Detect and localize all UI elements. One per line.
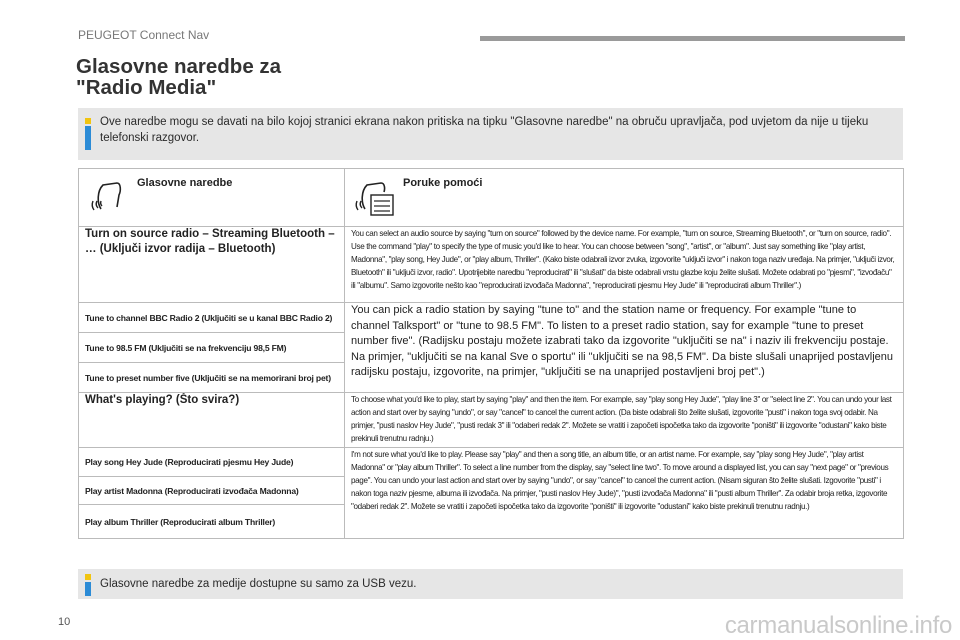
header-title: PEUGEOT Connect Nav bbox=[78, 28, 210, 42]
table-header-help-label: Poruke pomoći bbox=[403, 177, 483, 189]
voice-commands-table bbox=[78, 168, 904, 539]
voice-help-icon bbox=[353, 179, 397, 219]
help-message-cell: You can select an audio source by saying "turn on source" followed by the device name. For example, "turn on source, Streaming Bluetooth", or "turn on source, radio". Use the command "play" to specify the type of music you'd like to hear. You can choose between "song", "artist", or "album". Just say something like "play artist, Madonna", "play song, Hey Jude", or "play album, Thriller". (Kako biste odabrali izvor zvuka, izgovorite "uključi izvor" i nakon toga naziv uređaja. Na primjer, "uključi izvor, Bluetooth" ili "uključi izvor, radio". Upotrijebite naredbu "reproducirati" ili "slušati" da biste odabrali vrstu glazbe koju želite slušati. Možete odabrati po "pjesmi", "izvođaču" ili "albumu". Samo izgovorite nešto kao "reproducirati izvođača Madonna", "reproducirati pjesmu Hey Jude" ili "reproducirati album Thriller".) bbox=[345, 227, 904, 303]
page-heading bbox=[76, 56, 281, 98]
info-icon bbox=[84, 118, 92, 150]
command-cell: Play song Hey Jude (Reproducirati pjesmu Hey Jude) bbox=[79, 448, 345, 477]
info-note-text: Glasovne naredbe za medije dostupne su samo za USB vezu. bbox=[100, 578, 417, 590]
page-number: 10 bbox=[58, 616, 71, 628]
table-header-commands-label: Glasovne naredbe bbox=[137, 177, 233, 189]
help-message-cell: To choose what you'd like to play, start by saying "play" and then the item. For example, say "play song Hey Jude", "play line 3" or "select line 2". You can undo your last action and start over by saying "undo", or say "cancel" to cancel the current action. (Da biste odabrali što želite slušati, izgovorite "pusti" i nakon toga svoj odabir. Na primjer, "pusti naslov Hey Jude", "pusti redak 3" ili "odaberi redak 2". Možete se vratiti i započeti ispočetka tako da izgovorite "poništi" ili izgovorite "odustani" kako biste prekinuli trenutnu radnju.) bbox=[345, 393, 904, 448]
table-header-help bbox=[345, 169, 904, 227]
table-header-commands bbox=[79, 169, 345, 227]
voice-command-icon bbox=[87, 179, 127, 215]
page-heading-line1: Glasovne naredbe za bbox=[76, 55, 282, 78]
info-note-top bbox=[78, 108, 903, 160]
info-icon bbox=[84, 574, 92, 596]
watermark: carmanualsonline.info bbox=[724, 612, 952, 639]
command-cell: Tune to 98.5 FM (Uključiti se na frekvenciju 98,5 FM) bbox=[79, 333, 345, 363]
command-cell: Tune to channel BBC Radio 2 (Uključiti se u kanal BBC Radio 2) bbox=[79, 303, 345, 333]
info-note-text: Ove naredbe mogu se davati na bilo kojoj stranici ekrana nakon pritiska na tipku "Glasovne naredbe" na obruču upravljača, pod uvjetom da nije u tijeku telefonski razgovor. bbox=[100, 116, 869, 144]
info-note-bottom bbox=[78, 569, 903, 599]
help-message-cell: You can pick a radio station by saying "tune to" and the station name or frequency. For example "tune to channel Talksport" or "tune to 98.5 FM". To listen to a preset radio station, say for example "tune to preset number five". (Radijsku postaju možete izabrati tako da izgovorite "uključiti se na" i naziv ili frekvenciju postaje. Na primjer, "uključiti se na kanal Sve o sportu" ili "uključiti se na 98,5 FM". Da biste slušali unaprijed postavljenu radijsku postaju, izgovorite, na primjer, "uključiti se na unaprijed postavljeni broj pet".) bbox=[345, 303, 904, 393]
command-cell: Tune to preset number five (Uključiti se na memorirani broj pet) bbox=[79, 363, 345, 393]
command-cell: What's playing? (Što svira?) bbox=[79, 393, 345, 448]
page-heading-line2: "Radio Media" bbox=[76, 76, 217, 99]
command-cell: Play artist Madonna (Reproducirati izvođača Madonna) bbox=[79, 477, 345, 505]
command-cell: Play album Thriller (Reproducirati album Thriller) bbox=[79, 505, 345, 539]
header-bar bbox=[480, 36, 905, 41]
help-message-cell: I'm not sure what you'd like to play. Please say "play" and then a song title, an album title, or an artist name. For example, say "play song Hey Jude", "play artist Madonna" or "play album Thriller". To select a line number from the display, say "select line two". To move around a displayed list, you can say "next page" or "previous page". You can undo your last action and start over by saying "undo", or say "cancel" to cancel the current action. (Nisam siguran što želite slušati. Izgovorite "pusti" i nakon toga naziv pjesme, albuma ili izvođača. Na primjer, "pusti naslov Hey Jude)", "pusti izvođača Madonna" ili "pusti album Thriller". Za odabir broja retka, izgovorite "odaberi redak 2". Možete se vratiti i započeti ispočetka tako da izgovorite "poništi" ili izgovorite "odustani" kako biste prekinuli trenutnu radnju.) bbox=[345, 448, 904, 539]
command-cell: Turn on source radio – Streaming Bluetooth – … (Uključi izvor radija – Bluetooth) bbox=[79, 227, 345, 303]
